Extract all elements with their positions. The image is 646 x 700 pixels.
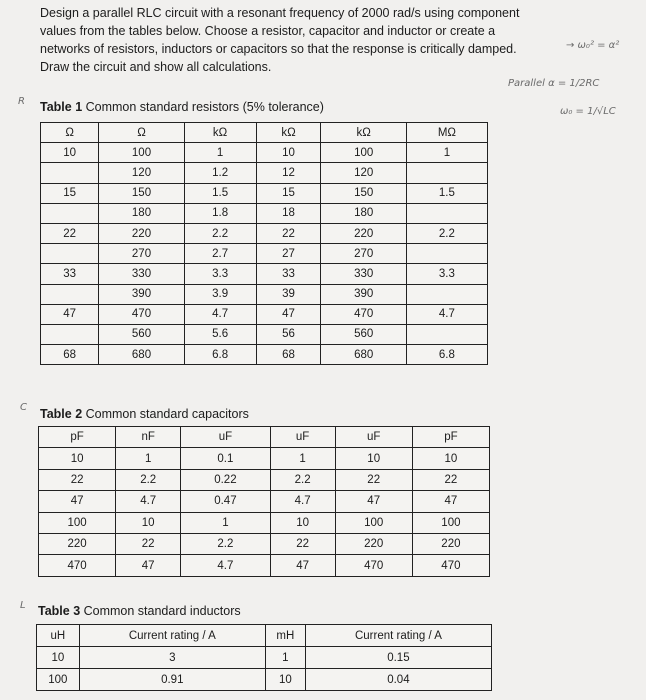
table-cell: 5.6 (184, 324, 256, 344)
column-header: uF (181, 427, 270, 448)
table-cell: 39 (256, 284, 321, 304)
inductor-table (36, 624, 492, 691)
table-cell: 10 (335, 448, 412, 469)
table-cell: 10 (256, 143, 321, 163)
table-row (41, 163, 488, 183)
table-cell: 2.2 (116, 469, 181, 490)
table-cell: 47 (412, 491, 489, 512)
table-cell: 120 (321, 163, 406, 183)
table-cell: 1 (265, 647, 305, 669)
table-cell: 15 (256, 183, 321, 203)
table2-caption-label: Table 2 (40, 407, 83, 421)
table-row (41, 203, 488, 223)
handwritten-note-condition: → ω₀² = α² (566, 40, 620, 51)
table-cell: 10 (116, 512, 181, 533)
table-cell: 2.2 (184, 223, 256, 243)
table-cell (406, 203, 487, 223)
table-cell: 3 (79, 647, 265, 669)
table-cell: 560 (321, 324, 406, 344)
table-header-row (39, 427, 490, 448)
column-header: Current rating / A (79, 625, 265, 647)
table-cell (41, 203, 99, 223)
table-header-row (41, 123, 488, 143)
capacitor-table (38, 426, 490, 577)
table-cell (406, 163, 487, 183)
table-cell: 390 (99, 284, 184, 304)
column-header: mH (265, 625, 305, 647)
table3-caption-text: Common standard inductors (80, 604, 241, 618)
table-cell: 120 (99, 163, 184, 183)
table-cell: 220 (39, 533, 116, 554)
table-row (39, 512, 490, 533)
table-cell: 4.7 (184, 304, 256, 324)
table-row (39, 491, 490, 512)
handwritten-note-alpha: Parallel α = 1/2RC (508, 78, 600, 89)
table-cell: 2.2 (181, 533, 270, 554)
handwritten-mark-l: L (20, 600, 26, 611)
table-cell: 100 (39, 512, 116, 533)
column-header: uF (270, 427, 335, 448)
table-cell: 10 (37, 647, 80, 669)
table-row (41, 244, 488, 264)
table-cell: 470 (335, 555, 412, 576)
table-cell: 22 (41, 223, 99, 243)
table1-caption-text: Common standard resistors (5% tolerance) (82, 100, 324, 114)
table-cell: 27 (256, 244, 321, 264)
table-cell: 3.3 (406, 264, 487, 284)
table-cell (41, 244, 99, 264)
problem-line-1: Design a parallel RLC circuit with a resonant frequency of 2000 rad/s using component (40, 6, 520, 20)
column-header: uH (37, 625, 80, 647)
table-cell: 0.47 (181, 491, 270, 512)
table-cell: 3.3 (184, 264, 256, 284)
table-cell: 2.7 (184, 244, 256, 264)
table-cell: 470 (99, 304, 184, 324)
column-header: Ω (99, 123, 184, 143)
table-cell: 22 (116, 533, 181, 554)
table-cell (41, 163, 99, 183)
table-cell: 100 (412, 512, 489, 533)
column-header: Current rating / A (305, 625, 491, 647)
table-cell: 33 (41, 264, 99, 284)
table-cell: 6.8 (184, 345, 256, 365)
table-row (41, 284, 488, 304)
problem-statement (40, 4, 600, 76)
table-cell: 4.7 (181, 555, 270, 576)
table-cell: 180 (99, 203, 184, 223)
table-cell: 15 (41, 183, 99, 203)
table-cell: 0.04 (305, 669, 491, 691)
table-row (37, 647, 492, 669)
column-header: pF (412, 427, 489, 448)
table-cell: 6.8 (406, 345, 487, 365)
problem-line-4: Draw the circuit and show all calculations. (40, 60, 272, 74)
table-cell: 56 (256, 324, 321, 344)
table-cell: 47 (335, 491, 412, 512)
table-cell: 3.9 (184, 284, 256, 304)
column-header: pF (39, 427, 116, 448)
table-row (37, 669, 492, 691)
table1-caption (40, 100, 324, 114)
table-cell: 0.91 (79, 669, 265, 691)
table-cell: 10 (41, 143, 99, 163)
table-cell: 68 (256, 345, 321, 365)
table-cell (406, 244, 487, 264)
table-cell: 470 (412, 555, 489, 576)
table-cell: 47 (256, 304, 321, 324)
table-cell: 220 (321, 223, 406, 243)
table3-caption-label: Table 3 (38, 604, 81, 618)
table-cell: 1.5 (184, 183, 256, 203)
table-row (41, 345, 488, 365)
table-cell: 47 (270, 555, 335, 576)
table-cell: 22 (39, 469, 116, 490)
table-cell: 0.22 (181, 469, 270, 490)
table-row (41, 264, 488, 284)
table-cell (406, 324, 487, 344)
table-cell: 22 (256, 223, 321, 243)
table-cell: 100 (37, 669, 80, 691)
table-cell: 10 (412, 448, 489, 469)
table-row (39, 533, 490, 554)
table-cell: 47 (41, 304, 99, 324)
table-cell: 22 (270, 533, 335, 554)
column-header: kΩ (256, 123, 321, 143)
table-cell: 4.7 (270, 491, 335, 512)
table-cell: 220 (412, 533, 489, 554)
table-cell: 0.1 (181, 448, 270, 469)
table-cell: 270 (321, 244, 406, 264)
table-cell: 330 (321, 264, 406, 284)
table-cell: 1 (184, 143, 256, 163)
table-cell: 47 (39, 491, 116, 512)
table-cell: 560 (99, 324, 184, 344)
table2-caption (40, 407, 249, 421)
table-cell: 150 (99, 183, 184, 203)
table-cell: 12 (256, 163, 321, 183)
table-cell: 1.8 (184, 203, 256, 223)
column-header: kΩ (321, 123, 406, 143)
table-row (41, 183, 488, 203)
table-cell: 470 (321, 304, 406, 324)
table-row (41, 143, 488, 163)
table-row (41, 223, 488, 243)
table-cell: 680 (99, 345, 184, 365)
problem-line-2: values from the tables below. Choose a resistor, capacitor and inductor or create a (40, 24, 496, 38)
table-cell: 1 (181, 512, 270, 533)
table-cell: 270 (99, 244, 184, 264)
table-cell: 10 (270, 512, 335, 533)
table-cell: 2.2 (270, 469, 335, 490)
table-cell: 22 (335, 469, 412, 490)
table1-caption-label: Table 1 (40, 100, 83, 114)
table-cell (41, 284, 99, 304)
handwritten-note-omega: ω₀ = 1/√LC (560, 106, 616, 117)
table-cell: 220 (99, 223, 184, 243)
table-cell (406, 284, 487, 304)
table-header-row (37, 625, 492, 647)
column-header: MΩ (406, 123, 487, 143)
table-cell: 330 (99, 264, 184, 284)
table-cell: 4.7 (116, 491, 181, 512)
table-cell: 22 (412, 469, 489, 490)
table-cell: 150 (321, 183, 406, 203)
table-row (39, 469, 490, 490)
table-cell: 680 (321, 345, 406, 365)
column-header: kΩ (184, 123, 256, 143)
table-cell: 18 (256, 203, 321, 223)
table-cell: 390 (321, 284, 406, 304)
table-cell: 1.2 (184, 163, 256, 183)
table-row (39, 555, 490, 576)
table-cell: 180 (321, 203, 406, 223)
handwritten-mark-r: R (18, 96, 25, 107)
problem-line-3: networks of resistors, inductors or capacitors so that the response is critically damped. (40, 42, 517, 56)
table2-caption-text: Common standard capacitors (82, 407, 249, 421)
table-cell: 10 (39, 448, 116, 469)
table-cell: 2.2 (406, 223, 487, 243)
table-cell: 1 (406, 143, 487, 163)
table-cell (41, 324, 99, 344)
table-cell: 100 (321, 143, 406, 163)
column-header: Ω (41, 123, 99, 143)
table-cell: 10 (265, 669, 305, 691)
table-cell: 1 (116, 448, 181, 469)
table-row (39, 448, 490, 469)
table-cell: 220 (335, 533, 412, 554)
handwritten-mark-c: C (20, 402, 27, 413)
table-cell: 470 (39, 555, 116, 576)
column-header: uF (335, 427, 412, 448)
table-row (41, 324, 488, 344)
table-cell: 1 (270, 448, 335, 469)
table-cell: 1.5 (406, 183, 487, 203)
table-cell: 100 (99, 143, 184, 163)
table-row (41, 304, 488, 324)
table3-caption (38, 604, 241, 618)
table-cell: 100 (335, 512, 412, 533)
table-cell: 4.7 (406, 304, 487, 324)
table-cell: 47 (116, 555, 181, 576)
resistor-table (40, 122, 488, 365)
table-cell: 0.15 (305, 647, 491, 669)
table-cell: 33 (256, 264, 321, 284)
table-cell: 68 (41, 345, 99, 365)
column-header: nF (116, 427, 181, 448)
